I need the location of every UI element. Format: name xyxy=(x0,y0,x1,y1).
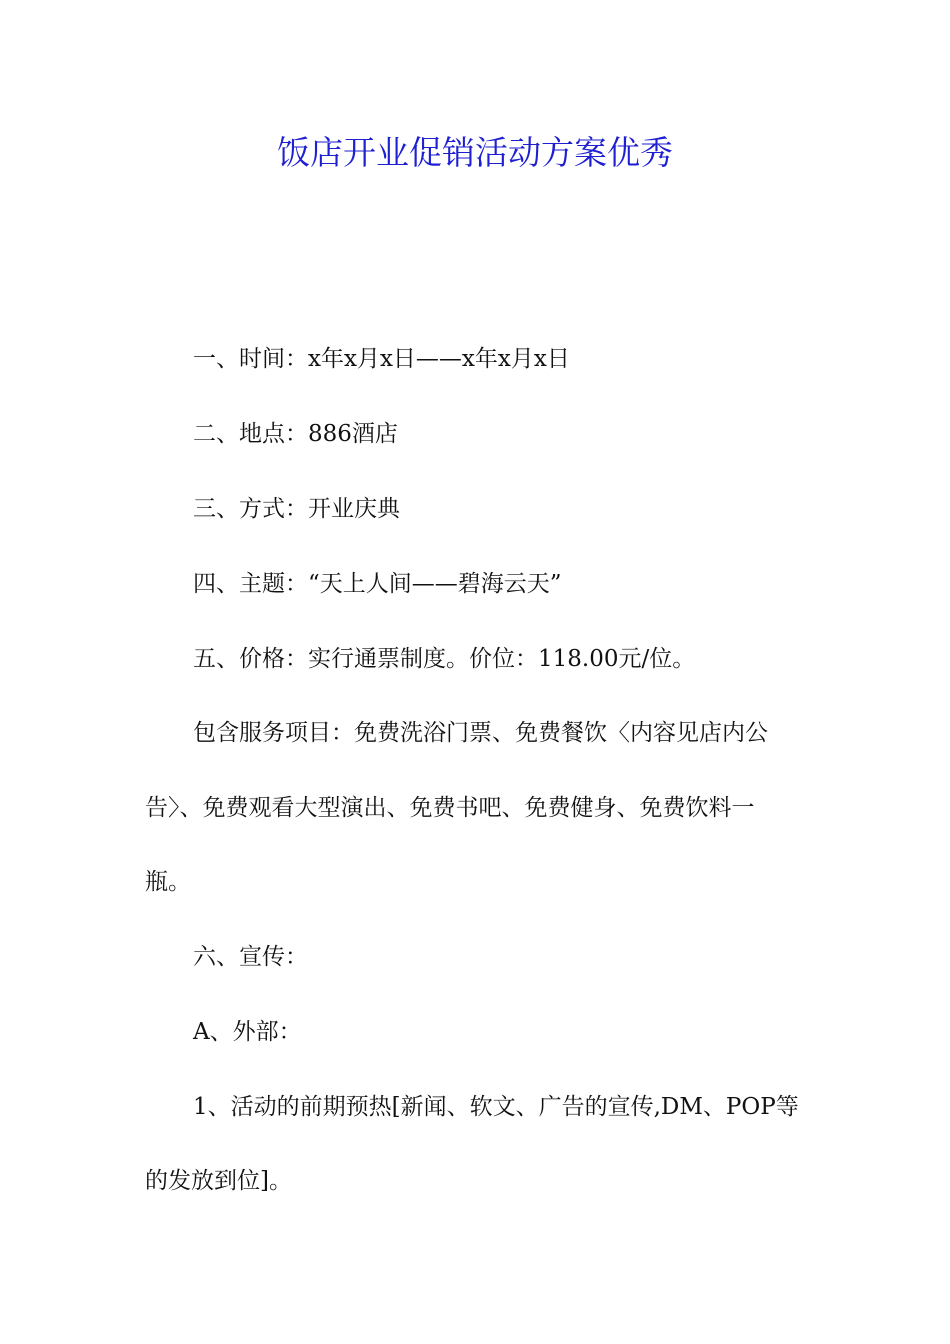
section-price: 五、价格：实行通票制度。价位：118.00元/位。 xyxy=(193,646,696,672)
services-paragraph-line-3: 瓶。 xyxy=(145,869,191,895)
section-time: 一、时间：x年x月x日——x年x月x日 xyxy=(193,346,570,372)
item-1-line-2: 的发放到位]。 xyxy=(145,1168,292,1194)
section-location: 二、地点：886酒店 xyxy=(193,421,398,447)
section-format: 三、方式：开业庆典 xyxy=(193,496,400,522)
item-1-line-1: 1、活动的前期预热[新闻、软文、广告的宣传,DM、POP等 xyxy=(193,1094,799,1120)
services-paragraph-line-2: 告〉、免费观看大型演出、免费书吧、免费健身、免费饮料一 xyxy=(145,795,755,821)
document-title: 饭店开业促销活动方案优秀 xyxy=(277,133,673,172)
services-paragraph-line-1: 包含服务项目：免费洗浴门票、免费餐饮〈内容见店内公 xyxy=(193,720,768,746)
subsection-external: A、外部： xyxy=(193,1019,302,1045)
section-promotion: 六、宣传： xyxy=(193,944,308,970)
section-theme: 四、主题：“天上人间——碧海云天” xyxy=(193,571,562,597)
